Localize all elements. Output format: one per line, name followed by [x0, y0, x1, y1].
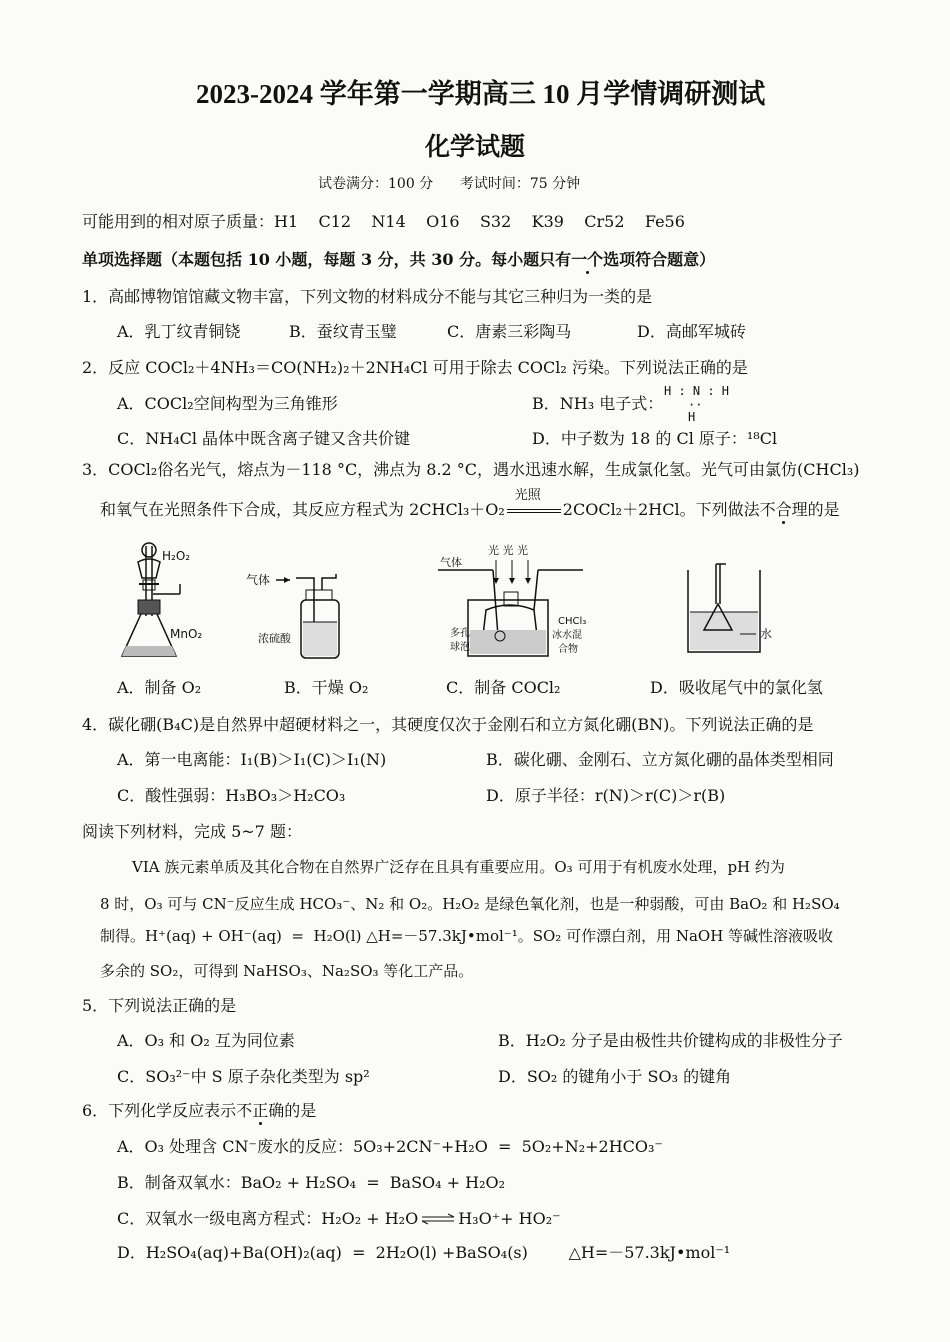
q5-option-a: A．O₃ 和 O₂ 互为同位素 — [117, 1031, 295, 1050]
q5-stem: 5．下列说法正确的是 — [82, 996, 237, 1015]
q1-option-a: A．乳丁纹青铜铙 — [117, 322, 241, 341]
label-porous-2: 球泡 — [450, 642, 470, 653]
q3-stem-2a: 和氧气在光照条件下合成，其反应方程式为 2CHCl₃＋O₂ — [100, 500, 505, 519]
q6-stem — [82, 1101, 316, 1121]
reading-p2: 8 时，O₃ 可与 CN⁻反应生成 HCO₃⁻、N₂ 和 O₂。H₂O₂ 是绿色氧化剂，也是一种弱酸，可由 BaO₂ 和 H₂SO₄ — [100, 895, 840, 913]
q1-option-c: C．唐素三彩陶马 — [447, 322, 572, 341]
q6-stem-a: 6．下列化学反应表示 — [82, 1101, 237, 1120]
q4-option-c: C．酸性强弱：H₃BO₃＞H₂CO₃ — [117, 786, 346, 805]
reading-p4: 多余的 SO₂，可得到 NaHSO₃、Na₂SO₃ 等化工产品。 — [100, 962, 474, 980]
label-chcl3: CHCl₃ — [558, 616, 587, 627]
q2-option-a: A．COCl₂空间构型为三角锥形 — [117, 394, 338, 413]
apparatus-c-photoreactor — [438, 540, 598, 665]
apparatus-d-absorber — [680, 560, 790, 660]
section-heading — [82, 250, 715, 270]
q5-option-c: C．SO₃²⁻中 S 原子杂化类型为 sp² — [117, 1067, 370, 1086]
q2-option-b: B．NH₃ 电子式： — [532, 394, 664, 413]
q3-option-d: D．吸收尾气中的氯化氢 — [650, 678, 823, 697]
exam-title: 2023-2024 学年第一学期高三 10 月学情调研测试 — [196, 79, 766, 109]
q6-option-b: B．制备双氧水：BaO₂ + H₂SO₄ = BaSO₄ + H₂O₂ — [117, 1173, 506, 1192]
q6-option-c — [117, 1209, 561, 1229]
q3-option-a: A．制备 O₂ — [117, 678, 202, 697]
q6-option-d: D．H₂SO₄(aq)+Ba(OH)₂(aq) = 2H₂O(l) +BaSO₄(s) △H=－57.3kJ•mol⁻¹ — [117, 1243, 731, 1262]
q2-option-d: D．中子数为 18 的 Cl 原子：¹⁸Cl — [532, 429, 778, 448]
q6-option-c-b: H₃O⁺+ HO₂⁻ — [458, 1209, 561, 1228]
section-heading-a: 单项选择题（本题包括 10 小题，每题 3 分，共 30 分。每小题只有 — [82, 250, 572, 269]
label-porous-1: 多孔 — [450, 628, 470, 639]
q3-stem-1: 3．COCl₂俗名光气，熔点为－118 °C，沸点为 8.2 °C，遇水迅速水解，生成氯化氢。光气可由氯仿(CHCl₃) — [82, 460, 860, 479]
q2-option-c: C．NH₄Cl 晶体中既含离子键又含共价键 — [117, 429, 411, 448]
q3-stem-2c: 的是 — [807, 500, 840, 519]
nh3-electron-top: H : N : H — [664, 384, 730, 398]
label-icewater-2: 合物 — [558, 644, 578, 655]
apparatus-b-wash-bottle — [246, 560, 356, 670]
q6-stem-b: 的是 — [284, 1101, 317, 1120]
reaction-arrow-lines — [507, 509, 561, 513]
label-gas-c: 气体 — [440, 556, 462, 569]
label-gas-b: 气体 — [246, 573, 271, 587]
q1-option-b: B．蚕纹青玉璧 — [289, 322, 397, 341]
label-conc-acid: 浓硫酸 — [258, 632, 291, 645]
q1-stem: 1．高邮博物馆馆藏文物丰富，下列文物的材料成分不能与其它三种归为一类的是 — [82, 287, 653, 306]
label-light: 光 光 光 — [488, 544, 528, 557]
reading-intro: 阅读下列材料，完成 5~7 题： — [82, 822, 302, 841]
section-heading-dotted: 一个 — [571, 250, 604, 269]
q4-stem: 4．碳化硼(B₄C)是自然界中超硬材料之一，其硬度仅次于金刚石和立方氮化硼(BN)。下列说法正确的是 — [82, 715, 814, 734]
reaction-condition: 光照 — [514, 488, 541, 503]
q3-stem-dotted: 不合理 — [759, 500, 808, 519]
q6-stem-dotted: 不正确 — [236, 1101, 285, 1120]
section-heading-b: 选项符合题意） — [603, 250, 716, 269]
reaction-arrow — [505, 488, 563, 520]
label-icewater-1: 冰水混 — [552, 630, 582, 641]
q5-option-d: D．SO₂ 的键角小于 SO₃ 的键角 — [498, 1067, 732, 1086]
q3-stem-2 — [100, 488, 840, 520]
label-mno2: MnO₂ — [170, 627, 203, 641]
equilibrium-arrow — [418, 1209, 458, 1229]
exam-subtitle: 化学试题 — [425, 132, 526, 161]
q4-option-a: A．第一电离能：I₁(B)＞I₁(C)＞I₁(N) — [117, 750, 387, 769]
q4-option-b: B．碳化硼、金刚石、立方氮化硼的晶体类型相同 — [486, 750, 834, 769]
q5-option-b: B．H₂O₂ 分子是由极性共价键构成的非极性分子 — [498, 1031, 843, 1050]
label-water: 水 — [760, 627, 773, 641]
reading-p3: 制得。H⁺(aq) + OH⁻(aq) = H₂O(l) △H=－57.3kJ•mol⁻¹。SO₂ 可作漂白剂，用 NaOH 等碱性溶液吸收 — [100, 927, 834, 945]
label-h2o2: H₂O₂ — [162, 549, 191, 563]
nh3-electron-bottom: H — [688, 410, 696, 424]
q6-option-a: A．O₃ 处理含 CN⁻废水的反应：5O₃+2CN⁻+H₂O = 5O₂+N₂+2HCO₃⁻ — [117, 1137, 663, 1156]
q2-stem: 2．反应 COCl₂＋4NH₃＝CO(NH₂)₂＋2NH₄Cl 可用于除去 COCl₂ 污染。下列说法正确的是 — [82, 358, 748, 377]
atomic-masses: 可能用到的相对原子质量：H1 C12 N14 O16 S32 K39 Cr52 Fe56 — [82, 212, 685, 231]
equilibrium-arrow-icon — [418, 1209, 458, 1229]
nh3-electron-dots: ·· — [688, 398, 703, 412]
apparatus-a-flask — [110, 538, 220, 668]
q1-option-d: D．高邮军城砖 — [637, 322, 746, 341]
q3-option-b: B．干燥 O₂ — [284, 678, 369, 697]
q6-option-c-a: C．双氧水一级电离方程式：H₂O₂ + H₂O — [117, 1209, 419, 1228]
q3-option-c: C．制备 COCl₂ — [446, 678, 561, 697]
exam-info: 试卷满分：100 分 考试时间：75 分钟 — [318, 176, 581, 192]
reading-p1: VIA 族元素单质及其化合物在自然界广泛存在且具有重要应用。O₃ 可用于有机废水处理，pH 约为 — [132, 858, 785, 876]
q4-option-d: D．原子半径：r(N)＞r(C)＞r(B) — [486, 786, 726, 805]
q3-stem-2b: 2COCl₂＋2HCl。下列做法 — [562, 500, 760, 519]
